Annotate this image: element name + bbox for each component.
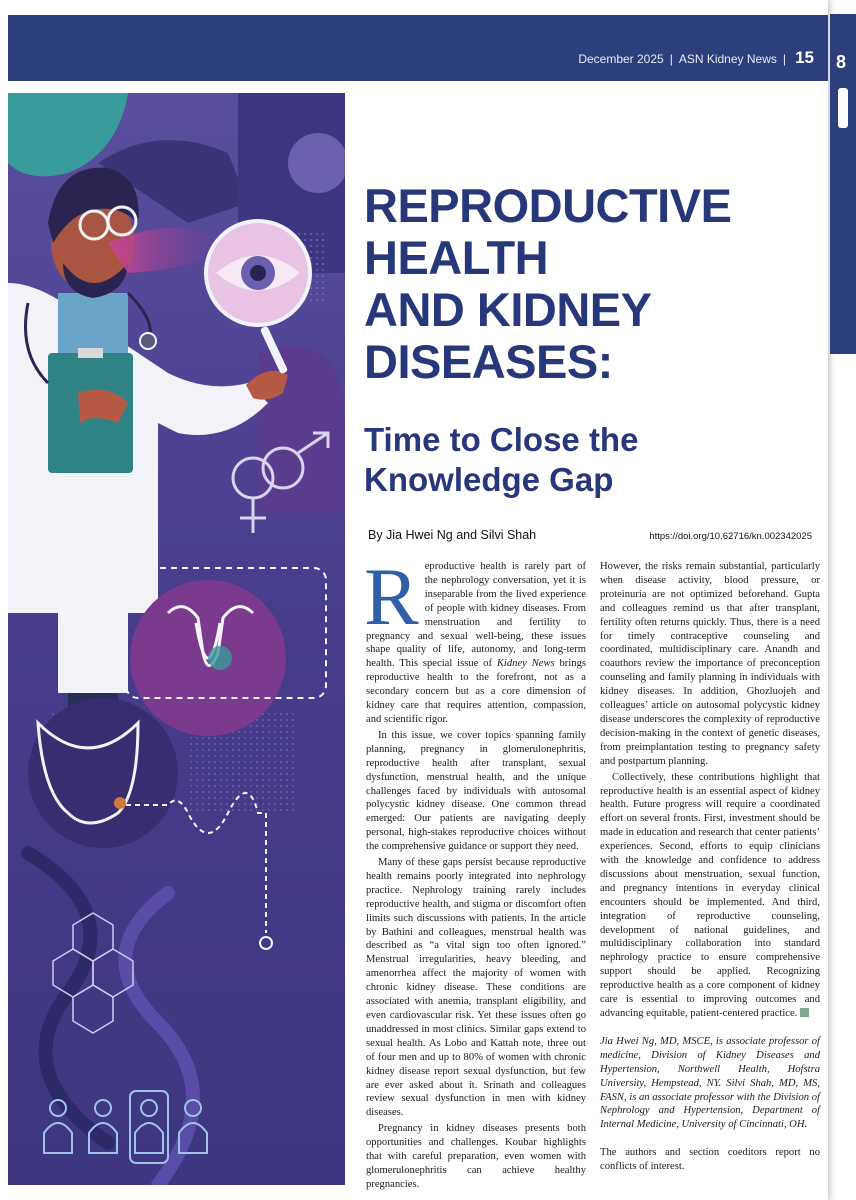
title-line: DISEASES:	[364, 335, 613, 388]
paragraph: Many of these gaps persist because reproductive health remains poorly integrated into nephrology practice. Nephrology training rarely includes reproductive health, and stigma or discomfort often limits such discussions with patients. In the article by Bathini and colleagues, menstrual health was described as “a vital sign too often ignored.” Menstrual irregularities, heavy bleeding, and amenorrhea affect the majority of women with chronic kidney disease. These conditions are associated with anemia, transplant eligibility, and even cardiovascular risk. Yet these issues often go unaddressed in most clinics. Similar gaps extend to sexual health. As Lobo and Kattah note, three out of four men and up to 80% of women with chronic kidney disease report sexual dysfunction, but few are ever asked about it. Srinath and colleagues review sexual dysfunction in men with kidney diseases.	[366, 857, 586, 1119]
author-bio: Jia Hwei Ng, MD, MSCE, is associate professor of medicine, Division of Kidney Diseases and Hypertension, Northwell Health, Hofstra University, Hempstead, NY. Silvi Shah, MD, MS, FASN, is an associate professor with the Division of Nephrology and Hypertension, Department of Internal Medicine, University of Cincinnati, OH.	[600, 1035, 820, 1131]
article-title	[364, 180, 814, 388]
separator: |	[782, 52, 786, 66]
subtitle-line: Knowledge Gap	[364, 461, 614, 498]
subtitle-line: Time to Close the	[364, 421, 639, 458]
end-mark-icon	[800, 1008, 809, 1017]
paragraph: In this issue, we cover topics spanning family planning, pregnancy in glomerulonephritis, reproductive health after transplant, sexual dysfunction, menstrual health, and the unique challenges faced by individuals with autosomal polycystic kidney disease. One common thread emerged: Our patients are navigating deeply personal, high-stakes reproductive choices without the comprehensive guidance or support they need.	[366, 729, 586, 853]
running-header	[578, 52, 792, 66]
title-line: HEALTH	[364, 231, 549, 284]
next-page-glyph: 8	[836, 52, 847, 72]
article-subtitle	[364, 420, 814, 500]
title-line: AND KIDNEY	[364, 283, 652, 336]
title-line: REPRODUCTIVE	[364, 179, 732, 232]
next-page-edge	[830, 14, 856, 354]
separator: |	[669, 52, 673, 66]
next-page-icon	[838, 88, 848, 128]
byline: By Jia Hwei Ng and Silvi Shah	[368, 528, 537, 542]
paragraph: Collectively, these contributions highlight that reproductive health is an essential aspect of kidney health. Future progress will require a coordinated effort on several fronts. First, investment should be made in education and research that center patients’ experiences. Second, efforts to equip clinicians with the knowledge and confidence to address discussions about menstruation, sexual function, and pregnancy intentions in everyday clinical encounters should be implemented. And third, integration of reproductive counseling, development of national guidelines, and multidisciplinary collaboration into standard nephrology practice to ensure comprehensive support should be applied. Recognizing reproductive health as a core component of kidney care is essential to improving outcomes and advancing equitable, patient-centered practice.	[600, 771, 820, 1019]
body-column-1	[364, 551, 586, 1194]
disclosure: The authors and section coeditors report no conflicts of interest.	[600, 1147, 820, 1173]
publication-name: ASN Kidney News	[678, 52, 777, 66]
paragraph: Pregnancy in kidney diseases presents both opportunities and challenges. Koubar highlights that with careful preparation, even women with glomerulonephritis can achieve healthy pregnancies.	[366, 1123, 586, 1190]
paragraph: Reproductive health is rarely part of the nephrology conversation, yet it is inseparable from the lived experience of people with kidney diseases. From menstruation and fertility to pregnancy and sexual well-being, these issues shape quality of life, autonomy, and long-term health. This special issue of Kidney News brings reproductive health to the forefront, not as a secondary concern but as a core dimension of kidney care that requires attention, compassion, and scientific rigor.	[364, 551, 586, 725]
issue-date: December 2025	[578, 52, 664, 66]
doi-link[interactable]: https://doi.org/10.62716/kn.002342025	[649, 531, 812, 542]
article-illustration	[8, 93, 345, 1185]
drop-cap: R	[364, 551, 419, 642]
header-bar	[8, 15, 828, 81]
page-number: 15	[795, 48, 814, 67]
paragraph: However, the risks remain substantial, particularly when disease activity, blood pressure, or proteinuria are not optimized beforehand. Gupta and colleagues remind us that after transplant, fertility often returns quickly. Thus, there is a need for timely contraceptive counseling and coordinated, multidisciplinary care. Anandh and coauthors review the importance of preconception counseling and family planning in individuals with kidney diseases. In addition, Ghozluojeh and colleagues’ article on autosomal polycystic kidney disease underscores the complexity of reproductive decision-making in the context of genetic diseases, from preimplantation testing to pregnancy safety and postpartum planning.	[600, 561, 820, 767]
body-column-2	[600, 560, 820, 1176]
